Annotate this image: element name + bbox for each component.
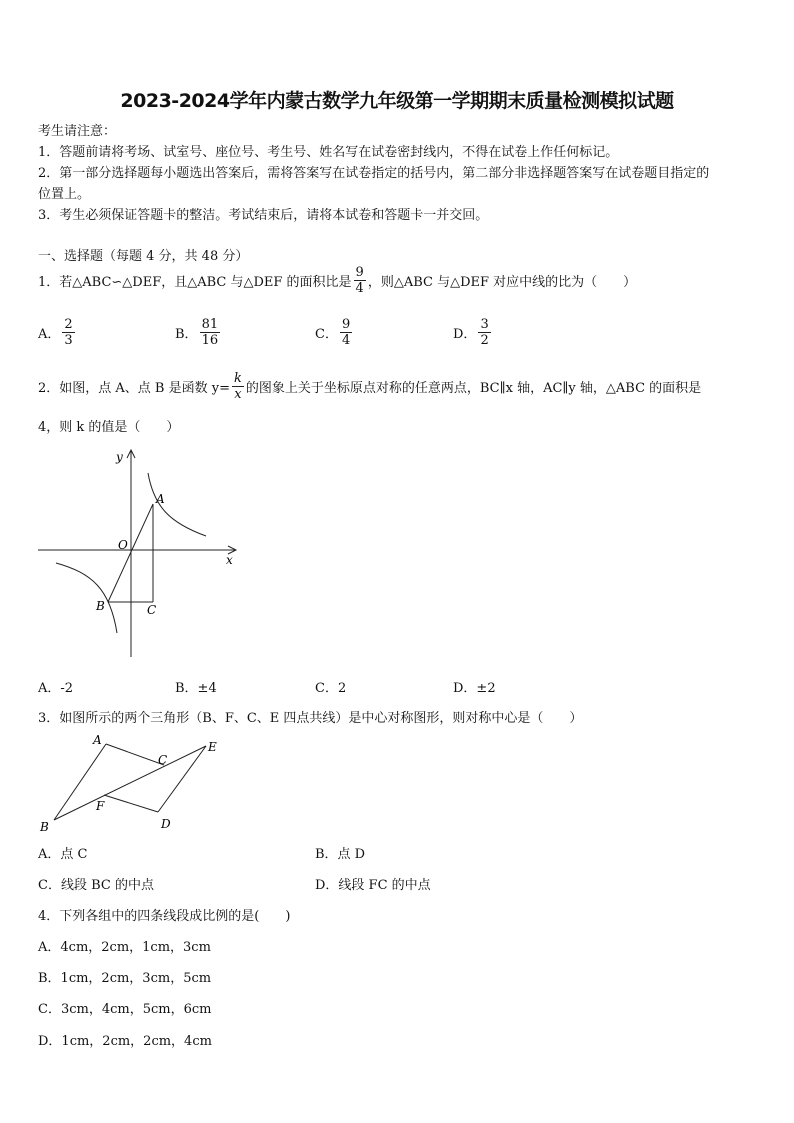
q1-fraction [354, 265, 366, 296]
notice-item-3: 3．考生必须保证答题卡的整洁。考试结束后，请将本试卷和答题卡一并交回。 [38, 208, 489, 223]
fig-label-x: x [226, 553, 233, 567]
fig-label-a: A [93, 733, 102, 747]
q1-option-d-fraction [478, 317, 490, 348]
fig-label-e: E [208, 740, 217, 754]
q1-option-a-fraction [62, 317, 74, 348]
q1-option-d-num: 3 [480, 317, 489, 332]
segment-ac [106, 744, 164, 765]
q2-hyperbola-figure [30, 445, 250, 665]
fig-label-b: B [96, 599, 105, 613]
q1-text-pre: 1．若△ABC∽△DEF，且△ABC 与△DEF 的面积比是 [38, 275, 352, 290]
fig-label-c: C [158, 753, 168, 767]
hyperbola-branch-2 [56, 563, 117, 633]
notice-item-2-cont: 位置上。 [38, 187, 91, 202]
q3-option-c[interactable]: C．线段 BC 的中点 [38, 878, 154, 893]
q1-option-c[interactable] [315, 317, 354, 348]
q1-option-b-num: 81 [201, 317, 219, 332]
question-1 [38, 265, 636, 296]
q4-option-b[interactable]: B．1cm，2cm，3cm，5cm [38, 971, 212, 986]
q1-option-c-den: 4 [341, 333, 351, 348]
q2-fraction [232, 371, 244, 402]
fig-label-d: D [161, 817, 171, 831]
question-3: 3．如图所示的两个三角形（B、F、C、E 四点共线）是中心对称图形，则对称中心是（ ） [38, 711, 583, 726]
page-title: 2023-2024学年内蒙古数学九年级第一学期期末质量检测模拟试题 [120, 90, 674, 112]
q1-option-c-num: 9 [341, 317, 351, 332]
q4-option-d[interactable]: D．1cm，2cm，2cm，4cm [38, 1034, 212, 1049]
q3-option-b[interactable]: B．点 D [315, 847, 366, 862]
q2-option-a[interactable]: A．-2 [38, 681, 74, 696]
q2-frac-num: k [233, 371, 242, 386]
question-2 [38, 371, 701, 402]
q2-option-d[interactable]: D．±2 [453, 681, 496, 696]
q2-frac-den: x [234, 387, 242, 402]
section-heading: 一、选择题（每题 4 分，共 48 分） [38, 249, 249, 264]
notice-item-2: 2．第一部分选择题每小题选出答案后，需将答案写在试卷指定的括号内，第二部分非选择题答案写在试卷题目指定的 [38, 166, 710, 181]
q2-text-pre: 2．如图，点 A、点 B 是函数 y= [38, 381, 230, 396]
segment-fd [104, 795, 158, 812]
q2-text-post: 的图象上关于坐标原点对称的任意两点，BC∥x 轴，AC∥y 轴，△ABC 的面积是 [245, 381, 702, 396]
q1-frac-num: 9 [355, 265, 364, 280]
q2-option-c[interactable]: C．2 [315, 681, 347, 696]
fig-label-f: F [96, 799, 105, 813]
q1-option-a[interactable] [38, 317, 77, 348]
q1-option-a-label: A． [38, 327, 61, 342]
q1-option-b-label: B． [175, 327, 198, 342]
q1-option-a-num: 2 [64, 317, 73, 332]
q1-option-a-den: 3 [64, 333, 73, 348]
q1-option-b-fraction [200, 317, 221, 348]
q1-option-d-label: D． [453, 327, 477, 342]
notice-heading: 考生请注意： [38, 124, 117, 139]
q1-option-b[interactable] [175, 317, 222, 348]
q3-triangles-figure [30, 732, 230, 838]
q1-option-d[interactable] [453, 317, 493, 348]
q1-option-c-label: C． [315, 327, 338, 342]
q3-option-a[interactable]: A．点 C [38, 847, 88, 862]
q2-text-line2: 4，则 k 的值是（ ） [38, 420, 180, 435]
fig-label-y: y [116, 450, 123, 464]
segment-be [54, 746, 206, 820]
q1-frac-den: 4 [355, 281, 364, 296]
fig-label-c: C [147, 603, 157, 617]
q1-option-c-fraction [340, 317, 352, 348]
q3-option-d[interactable]: D．线段 FC 的中点 [315, 878, 431, 893]
q1-option-d-den: 2 [480, 333, 489, 348]
q1-option-b-den: 16 [201, 333, 219, 348]
fig-label-a: A [156, 492, 165, 506]
q4-option-a[interactable]: A．4cm，2cm，1cm，3cm [38, 940, 211, 955]
q1-text-post: ，则△ABC 与△DEF 对应中线的比为（ ） [367, 275, 637, 290]
notice-item-1: 1．答题前请将考场、试室号、座位号、考生号、姓名写在试卷密封线内，不得在试卷上作任何标记。 [38, 145, 619, 160]
q4-option-c[interactable]: C．3cm，4cm，5cm，6cm [38, 1002, 212, 1017]
q2-option-b[interactable]: B．±4 [175, 681, 217, 696]
fig-label-o: O [118, 538, 128, 552]
question-4: 4．下列各组中的四条线段成比例的是( ) [38, 909, 291, 924]
fig-label-b: B [40, 820, 49, 834]
